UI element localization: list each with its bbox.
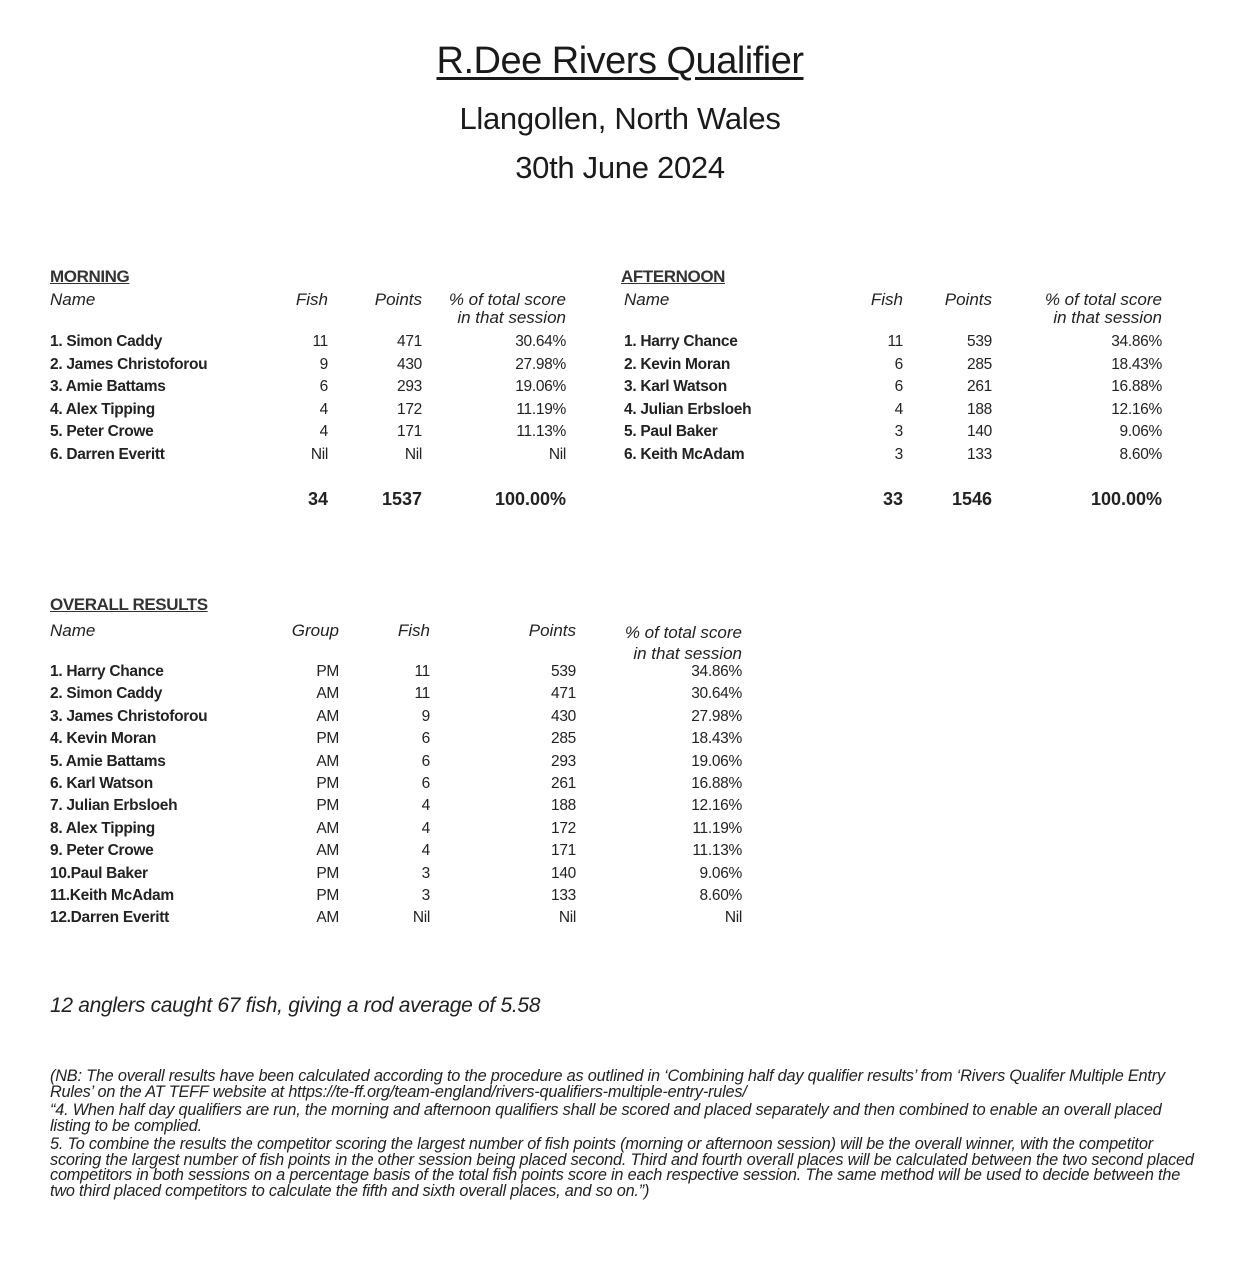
cell-name: 9. Peter Crowe bbox=[50, 842, 154, 860]
table-row bbox=[50, 354, 580, 377]
cell-points: 293 bbox=[551, 752, 576, 770]
table-row bbox=[50, 885, 750, 908]
cell-fish: 3 bbox=[894, 445, 903, 463]
cell-fish: 11 bbox=[887, 333, 903, 350]
cell-points: 430 bbox=[551, 707, 576, 725]
cell-fish: 11 bbox=[414, 685, 430, 703]
morning-total-fish: 34 bbox=[307, 489, 328, 509]
cell-points: 261 bbox=[551, 775, 576, 792]
cell-pct: Nil bbox=[724, 909, 742, 927]
cell-pct: 11.19% bbox=[692, 819, 742, 837]
col-header-pct-line1: % of total score bbox=[1044, 290, 1162, 309]
cell-group: PM bbox=[316, 797, 339, 815]
morning-total-pct: 100.00% bbox=[494, 489, 566, 509]
cell-fish: 3 bbox=[421, 864, 430, 882]
cell-pct: 8.60% bbox=[699, 887, 742, 904]
cell-name: 1. Harry Chance bbox=[50, 663, 164, 680]
cell-name: 2. James Christoforou bbox=[50, 355, 208, 373]
cell-fish: 11 bbox=[414, 663, 430, 680]
col-header-points: Points bbox=[944, 290, 992, 309]
cell-pct: 12.16% bbox=[1111, 400, 1162, 418]
cell-pct: 11.13% bbox=[692, 842, 742, 860]
cell-name: 11.Keith McAdam bbox=[50, 887, 174, 904]
cell-group: AM bbox=[316, 707, 339, 725]
cell-name: 6. Keith McAdam bbox=[624, 445, 745, 463]
morning-total-points: 1537 bbox=[381, 489, 422, 509]
note-paragraph: (NB: The overall results have been calculated according to the procedure as outlined in ‘Combining half day qualifier results’ from ‘Rivers Qualifer Multiple Entry Rules’ on the AT TEFF website at https://te-ff.org/team-england/rivers-qualifiers-multiple-entry-rules/ bbox=[50, 1067, 1165, 1101]
table-row bbox=[621, 444, 1176, 467]
cell-fish: 6 bbox=[421, 775, 430, 792]
morning-section bbox=[50, 265, 580, 515]
cell-fish: 4 bbox=[421, 819, 430, 837]
cell-points: 539 bbox=[967, 333, 992, 350]
cell-pct: 34.86% bbox=[1111, 333, 1162, 350]
cell-points: Nil bbox=[558, 909, 576, 927]
cell-group: AM bbox=[316, 842, 339, 860]
cell-points: 471 bbox=[551, 685, 576, 703]
table-row bbox=[50, 795, 750, 818]
calculation-notes bbox=[50, 1069, 1200, 1202]
cell-points: 188 bbox=[967, 400, 992, 418]
table-row bbox=[50, 661, 750, 684]
col-header-pct bbox=[449, 291, 566, 327]
cell-fish: 4 bbox=[894, 400, 903, 418]
cell-name: 4. Julian Erbsloeh bbox=[624, 400, 752, 418]
cell-points: 285 bbox=[551, 730, 576, 748]
cell-fish: Nil bbox=[310, 445, 328, 463]
table-row bbox=[621, 399, 1176, 422]
col-header-fish: Fish bbox=[397, 621, 430, 640]
cell-pct: 16.88% bbox=[1111, 378, 1162, 395]
cell-points: 261 bbox=[967, 378, 992, 395]
cell-pct: 8.60% bbox=[1119, 445, 1162, 463]
cell-group: PM bbox=[316, 775, 339, 792]
cell-name: 1. Simon Caddy bbox=[50, 333, 163, 350]
cell-group: AM bbox=[316, 909, 339, 927]
cell-pct: 19.06% bbox=[691, 752, 742, 770]
cell-fish: 9 bbox=[319, 355, 328, 373]
cell-group: PM bbox=[316, 730, 339, 748]
col-header-fish: Fish bbox=[870, 290, 903, 309]
table-row bbox=[621, 331, 1176, 354]
table-row bbox=[50, 840, 750, 863]
cell-fish: 6 bbox=[421, 730, 430, 748]
cell-name: 6. Karl Watson bbox=[50, 775, 153, 792]
cell-group: AM bbox=[316, 685, 339, 703]
col-header-pct-line2: in that session bbox=[1053, 308, 1162, 327]
table-row bbox=[50, 399, 580, 422]
cell-pct: 30.64% bbox=[691, 685, 742, 703]
cell-pct: 9.06% bbox=[699, 864, 742, 882]
table-row bbox=[50, 683, 750, 706]
cell-group: AM bbox=[316, 819, 339, 837]
cell-points: 471 bbox=[397, 333, 422, 350]
morning-title: MORNING bbox=[50, 267, 130, 286]
overall-title: OVERALL RESULTS bbox=[50, 595, 208, 614]
cell-pct: 27.98% bbox=[691, 707, 742, 725]
note-paragraph: 5. To combine the results the competitor scoring the largest number of fish points (morning or afternoon session) will be the overall winner, with the competitor scoring the largest number of fish points in the other session being placed second. Third and fourth overall places will be calculated between the two second placed competitors in both sessions on a percentage basis of the total fish points score in each respective session. The same method will be used to decide between the two third placed competitors to calculate the fifth and sixth overall places, and so on.”) bbox=[50, 1135, 1194, 1200]
cell-name: 3. Karl Watson bbox=[624, 378, 727, 395]
col-header-name: Name bbox=[50, 621, 96, 640]
cell-points: 140 bbox=[967, 423, 992, 440]
cell-fish: 4 bbox=[421, 842, 430, 860]
cell-name: 8. Alex Tipping bbox=[50, 819, 155, 837]
cell-pct: 34.86% bbox=[691, 663, 742, 680]
cell-pct: 9.06% bbox=[1119, 423, 1162, 440]
cell-fish: 9 bbox=[421, 707, 430, 725]
cell-name: 5. Peter Crowe bbox=[50, 423, 154, 440]
cell-points: 171 bbox=[397, 423, 422, 440]
cell-fish: 6 bbox=[421, 752, 430, 770]
col-header-group: Group bbox=[291, 621, 339, 640]
afternoon-total-pct: 100.00% bbox=[1090, 489, 1162, 509]
cell-pct: 16.88% bbox=[691, 775, 742, 792]
cell-pct: 11.13% bbox=[516, 423, 566, 440]
table-row bbox=[50, 421, 580, 444]
cell-name: 4. Kevin Moran bbox=[50, 730, 157, 748]
cell-pct: 30.64% bbox=[515, 333, 566, 350]
cell-name: 4. Alex Tipping bbox=[50, 400, 155, 418]
cell-fish: 3 bbox=[421, 887, 430, 904]
cell-fish: 4 bbox=[319, 423, 328, 440]
table-row bbox=[621, 421, 1176, 444]
cell-group: PM bbox=[316, 864, 339, 882]
document-title: R.Dee Rivers Qualifier bbox=[436, 40, 804, 82]
cell-fish: 11 bbox=[312, 333, 328, 350]
col-header-pct bbox=[1045, 291, 1162, 327]
col-header-name: Name bbox=[624, 290, 670, 309]
cell-name: 7. Julian Erbsloeh bbox=[50, 797, 178, 815]
rod-average-summary: 12 anglers caught 67 fish, giving a rod average of 5.58 bbox=[50, 994, 541, 1017]
cell-name: 1. Harry Chance bbox=[624, 333, 738, 350]
cell-fish: 6 bbox=[894, 378, 903, 395]
cell-name: 3. James Christoforou bbox=[50, 707, 208, 725]
cell-points: 539 bbox=[551, 663, 576, 680]
cell-points: 171 bbox=[551, 842, 576, 860]
table-row bbox=[50, 751, 750, 774]
col-header-pct-line1: % of total score bbox=[448, 290, 566, 309]
cell-pct: 18.43% bbox=[691, 730, 742, 748]
cell-pct: Nil bbox=[548, 445, 566, 463]
event-location: Llangollen, North Wales bbox=[459, 101, 781, 136]
cell-points: 133 bbox=[967, 445, 992, 463]
cell-fish: 6 bbox=[894, 355, 903, 373]
cell-points: 172 bbox=[397, 400, 422, 418]
cell-points: 285 bbox=[967, 355, 992, 373]
cell-name: 10.Paul Baker bbox=[50, 864, 148, 882]
cell-fish: Nil bbox=[412, 909, 430, 927]
table-row bbox=[621, 354, 1176, 377]
cell-fish: 3 bbox=[894, 423, 903, 440]
cell-points: 188 bbox=[551, 797, 576, 815]
cell-fish: 4 bbox=[421, 797, 430, 815]
cell-points: 133 bbox=[551, 887, 576, 904]
table-row bbox=[50, 728, 750, 751]
cell-points: 172 bbox=[551, 819, 576, 837]
table-row bbox=[50, 706, 750, 729]
cell-pct: 12.16% bbox=[691, 797, 742, 815]
cell-fish: 4 bbox=[319, 400, 328, 418]
cell-points: 140 bbox=[551, 864, 576, 882]
cell-points: Nil bbox=[404, 445, 422, 463]
table-row bbox=[50, 444, 580, 467]
note-paragraph: “4. When half day qualifiers are run, the morning and afternoon qualifiers shall be scored and placed separately and then combined to enable an overall placed listing to be complied. bbox=[50, 1101, 1162, 1135]
table-row bbox=[50, 331, 580, 354]
col-header-fish: Fish bbox=[295, 290, 328, 309]
table-row bbox=[621, 376, 1176, 399]
cell-pct: 11.19% bbox=[516, 400, 566, 418]
event-date: 30th June 2024 bbox=[515, 150, 725, 185]
table-row bbox=[50, 907, 750, 930]
col-header-points: Points bbox=[374, 290, 422, 309]
cell-pct: 18.43% bbox=[1111, 355, 1162, 373]
cell-name: 2. Kevin Moran bbox=[624, 355, 731, 373]
afternoon-total-fish: 33 bbox=[882, 489, 903, 509]
col-header-points: Points bbox=[528, 621, 576, 640]
col-header-pct bbox=[625, 622, 742, 664]
col-header-pct-line2: in that session bbox=[633, 644, 742, 663]
cell-fish: 6 bbox=[319, 378, 328, 395]
cell-name: 2. Simon Caddy bbox=[50, 685, 163, 703]
table-row bbox=[50, 863, 750, 886]
col-header-pct-line2: in that session bbox=[457, 308, 566, 327]
cell-points: 430 bbox=[397, 355, 422, 373]
cell-name: 12.Darren Everitt bbox=[50, 909, 169, 927]
cell-name: 6. Darren Everitt bbox=[50, 445, 165, 463]
table-row bbox=[50, 773, 750, 796]
cell-pct: 27.98% bbox=[515, 355, 566, 373]
afternoon-section bbox=[621, 265, 1176, 515]
cell-group: PM bbox=[316, 663, 339, 680]
col-header-pct-line1: % of total score bbox=[624, 623, 742, 642]
overall-section bbox=[50, 593, 750, 938]
cell-name: 5. Paul Baker bbox=[624, 423, 718, 440]
afternoon-total-points: 1546 bbox=[951, 489, 992, 509]
cell-group: PM bbox=[316, 887, 339, 904]
col-header-name: Name bbox=[50, 290, 96, 309]
cell-name: 5. Amie Battams bbox=[50, 752, 166, 770]
cell-name: 3. Amie Battams bbox=[50, 378, 166, 395]
cell-group: AM bbox=[316, 752, 339, 770]
cell-points: 293 bbox=[397, 378, 422, 395]
table-row bbox=[50, 376, 580, 399]
afternoon-title: AFTERNOON bbox=[621, 267, 726, 286]
table-row bbox=[50, 818, 750, 841]
cell-pct: 19.06% bbox=[515, 378, 566, 395]
